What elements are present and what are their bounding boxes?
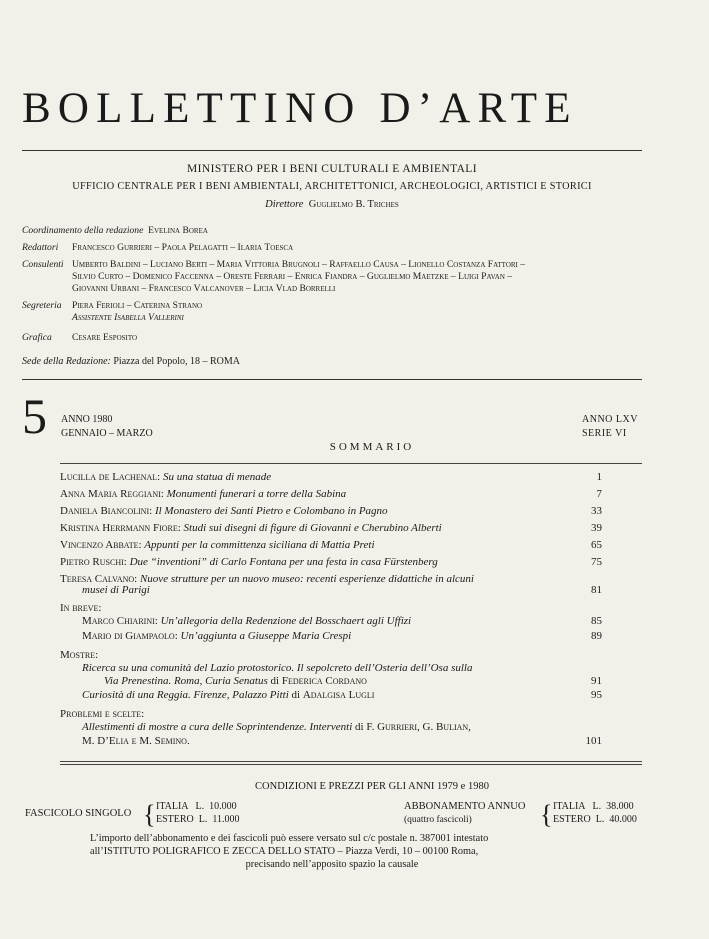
toc-page: 89 xyxy=(591,630,602,642)
seat-label: Sede della Redazione: xyxy=(22,356,111,367)
section-heading xyxy=(60,649,642,663)
toc-entry xyxy=(60,505,642,519)
toc-entry-continued xyxy=(60,735,642,749)
toc-title: Due “inventioni” di Carlo Fontana per una festa in casa Fürstenberg xyxy=(129,556,438,568)
credit-label: Consulenti xyxy=(22,259,64,270)
toc-entry xyxy=(60,615,642,629)
credit-label: Redattori xyxy=(22,242,59,253)
problemi-heading: Problemi e scelte: xyxy=(60,708,145,720)
toc-title: Un’aggiunta a Giuseppe Maria Crespi xyxy=(180,630,352,642)
toc-entry-continued xyxy=(60,584,642,598)
toc-title: Allestimenti di mostre a cura delle Soprintendenze. Interventi xyxy=(82,721,353,733)
section-heading xyxy=(60,602,642,616)
section-rule xyxy=(22,379,642,380)
journal-title: BOLLETTINO D’ARTE xyxy=(22,85,578,132)
payment-line-1: L’importo dell’abbonamento e dei fascicoli può essere versato sul c/c postale n. 387001 intestato xyxy=(90,833,489,844)
toc-title: Appunti per la committenza siciliana di Mattia Preti xyxy=(144,539,375,551)
toc-entry xyxy=(60,522,642,536)
toc-title: Ricerca su una comunità del Lazio protostorico. Il sepolcreto dell’Osteria dell’Osa sulla xyxy=(82,662,473,674)
credit-names: Assistente Isabella Vallerini xyxy=(72,312,184,323)
single-italia-price: ITALIA L. 10.000 xyxy=(156,801,237,812)
sommario-title: SOMMARIO xyxy=(329,441,415,453)
toc-entry xyxy=(60,689,642,703)
issue-months: GENNAIO – MARZO xyxy=(61,428,153,439)
issue-series: SERIE VI xyxy=(582,428,627,439)
single-estero-price: ESTERO L. 11.000 xyxy=(156,814,240,825)
toc-author: Lucilla de Lachenal: xyxy=(60,471,161,483)
credit-row xyxy=(72,271,512,282)
credit-label: Grafica xyxy=(22,332,52,343)
toc-title: Il Monastero dei Santi Pietro e Colombano in Pagno xyxy=(154,505,388,517)
toc-author: Teresa Calvano: xyxy=(60,573,138,585)
credit-names: Giovanni Urbani – Francesco Valcanover – Licia Vlad Borrelli xyxy=(72,283,336,294)
ministry-line: MINISTERO PER I BENI CULTURALI E AMBIENTALI xyxy=(187,163,477,175)
toc-page: 33 xyxy=(591,505,602,517)
toc-page: 85 xyxy=(591,615,602,627)
toc-entry xyxy=(60,539,642,553)
credit-names: Francesco Gurrieri – Paola Pelagatti – Ilaria Toesca xyxy=(72,242,294,253)
toc-author: Anna Maria Reggiani: xyxy=(60,488,164,500)
toc-bottom-rule xyxy=(60,761,642,762)
toc-page: 39 xyxy=(591,522,602,534)
toc-top-rule xyxy=(60,463,642,464)
annual-label: ABBONAMENTO ANNUO xyxy=(404,801,526,812)
toc-entry xyxy=(60,630,642,644)
director-name: Guglielmo B. Triches xyxy=(308,199,399,210)
toc-author: Federica Cordano xyxy=(281,675,367,687)
toc-by: di xyxy=(270,675,280,687)
credit-names: Piera Ferioli – Caterina Strano xyxy=(72,300,203,311)
credit-row xyxy=(22,300,202,311)
issue-number: 5 xyxy=(22,388,47,444)
breve-heading: In breve: xyxy=(60,602,102,614)
seat-address: Piazza del Popolo, 18 – ROMA xyxy=(113,356,241,367)
toc-entry xyxy=(60,721,642,735)
payment-line-2: all’ISTITUTO POLIGRAFICO E ZECCA DELLO STATO – Piazza Verdi, 10 – 00100 Roma, xyxy=(90,846,479,857)
toc-title: Curiosità di una Reggia. Firenze, Palazzo Pitti xyxy=(82,689,289,701)
toc-page: 91 xyxy=(591,675,602,687)
toc-by: di xyxy=(355,721,364,733)
toc-by: di xyxy=(291,689,301,701)
credit-names: Evelina Borea xyxy=(148,225,208,236)
toc-page: 65 xyxy=(591,539,602,551)
toc-author: Daniela Biancolini: xyxy=(60,505,153,517)
toc-title: Via Prenestina. Roma, Curia Senatus xyxy=(104,675,268,687)
toc-entry xyxy=(60,556,642,570)
brace-left: { xyxy=(143,800,156,829)
issue-year: ANNO 1980 xyxy=(61,414,113,425)
toc-page: 101 xyxy=(585,735,602,747)
credit-label: Coordinamento della redazione xyxy=(22,225,144,236)
credit-row xyxy=(72,283,335,294)
toc-title: Su una statua di menade xyxy=(162,471,272,483)
credit-names: Umberto Baldini – Luciano Berti – Maria Vittoria Brugnoli – Raffaello Causa – Lionello Costanza Fattori – xyxy=(72,259,526,270)
payment-line-3: precisando nell’apposito spazio la causale xyxy=(245,859,419,870)
mostre-heading: Mostre: xyxy=(60,649,99,661)
credit-row xyxy=(22,225,208,236)
director-label: Direttore xyxy=(265,199,304,210)
annual-note: (quattro fascicoli) xyxy=(404,815,472,825)
annual-estero-price: ESTERO L. 40.000 xyxy=(553,814,637,825)
toc-page: 7 xyxy=(596,488,602,500)
toc-author: M. D’Elia e M. Semino. xyxy=(82,735,190,747)
conditions-title: CONDIZIONI E PREZZI PER GLI ANNI 1979 e 1980 xyxy=(255,781,489,792)
single-issue-label: FASCICOLO SINGOLO xyxy=(25,808,132,819)
credit-row xyxy=(22,332,137,343)
toc-entry xyxy=(60,471,642,485)
toc-title: Monumenti funerari a torre della Sabina xyxy=(166,488,347,500)
credit-row xyxy=(72,312,184,323)
toc-page: 95 xyxy=(591,689,602,701)
toc-page: 75 xyxy=(591,556,602,568)
director-line xyxy=(22,199,642,210)
toc-author: Vincenzo Abbate: xyxy=(60,539,142,551)
toc-title: Studi sui disegni di figure di Giovanni e Cherubino Alberti xyxy=(183,522,442,534)
section-heading xyxy=(60,708,642,722)
credit-row xyxy=(22,259,525,270)
toc-author: Mario di Giampaolo: xyxy=(82,630,178,642)
toc-author: F. Gurrieri, G. Bulian, xyxy=(366,721,471,733)
toc-author: Pietro Ruschi: xyxy=(60,556,127,568)
toc-page: 1 xyxy=(596,471,602,483)
toc-bottom-rule-double xyxy=(60,764,642,765)
toc-author: Adalgisa Lugli xyxy=(302,689,375,701)
toc-entry xyxy=(60,488,642,502)
office-line: UFFICIO CENTRALE PER I BENI AMBIENTALI, ARCHITETTONICI, ARCHEOLOGICI, ARTISTICI E STORICI xyxy=(72,181,592,192)
annual-italia-price: ITALIA L. 38.000 xyxy=(553,801,634,812)
toc-author: Marco Chiarini: xyxy=(82,615,158,627)
toc-title: musei di Parigi xyxy=(82,584,150,596)
toc-page: 81 xyxy=(591,584,602,596)
issue-volume: ANNO LXV xyxy=(582,414,638,425)
credit-label: Segreteria xyxy=(22,300,62,311)
credit-names: Cesare Esposito xyxy=(72,332,138,343)
brace-right: { xyxy=(540,800,553,829)
toc-title: Nuove strutture per un nuovo museo: recenti esperienze didattiche in alcuni xyxy=(139,573,474,585)
toc-author: Kristina Herrmann Fiore: xyxy=(60,522,181,534)
header-rule xyxy=(22,150,642,151)
seat-line xyxy=(22,356,240,367)
credit-names: Silvio Curto – Domenico Faccenna – Oreste Ferrari – Enrica Fiandra – Guglielmo Maetzke – Luigi Pavan – xyxy=(72,271,513,282)
toc-entry-continued xyxy=(60,675,642,689)
toc-title: Un’allegoria della Redenzione del Bosschaert agli Uffizi xyxy=(160,615,412,627)
toc-entry xyxy=(60,662,642,676)
credit-row xyxy=(22,242,293,253)
